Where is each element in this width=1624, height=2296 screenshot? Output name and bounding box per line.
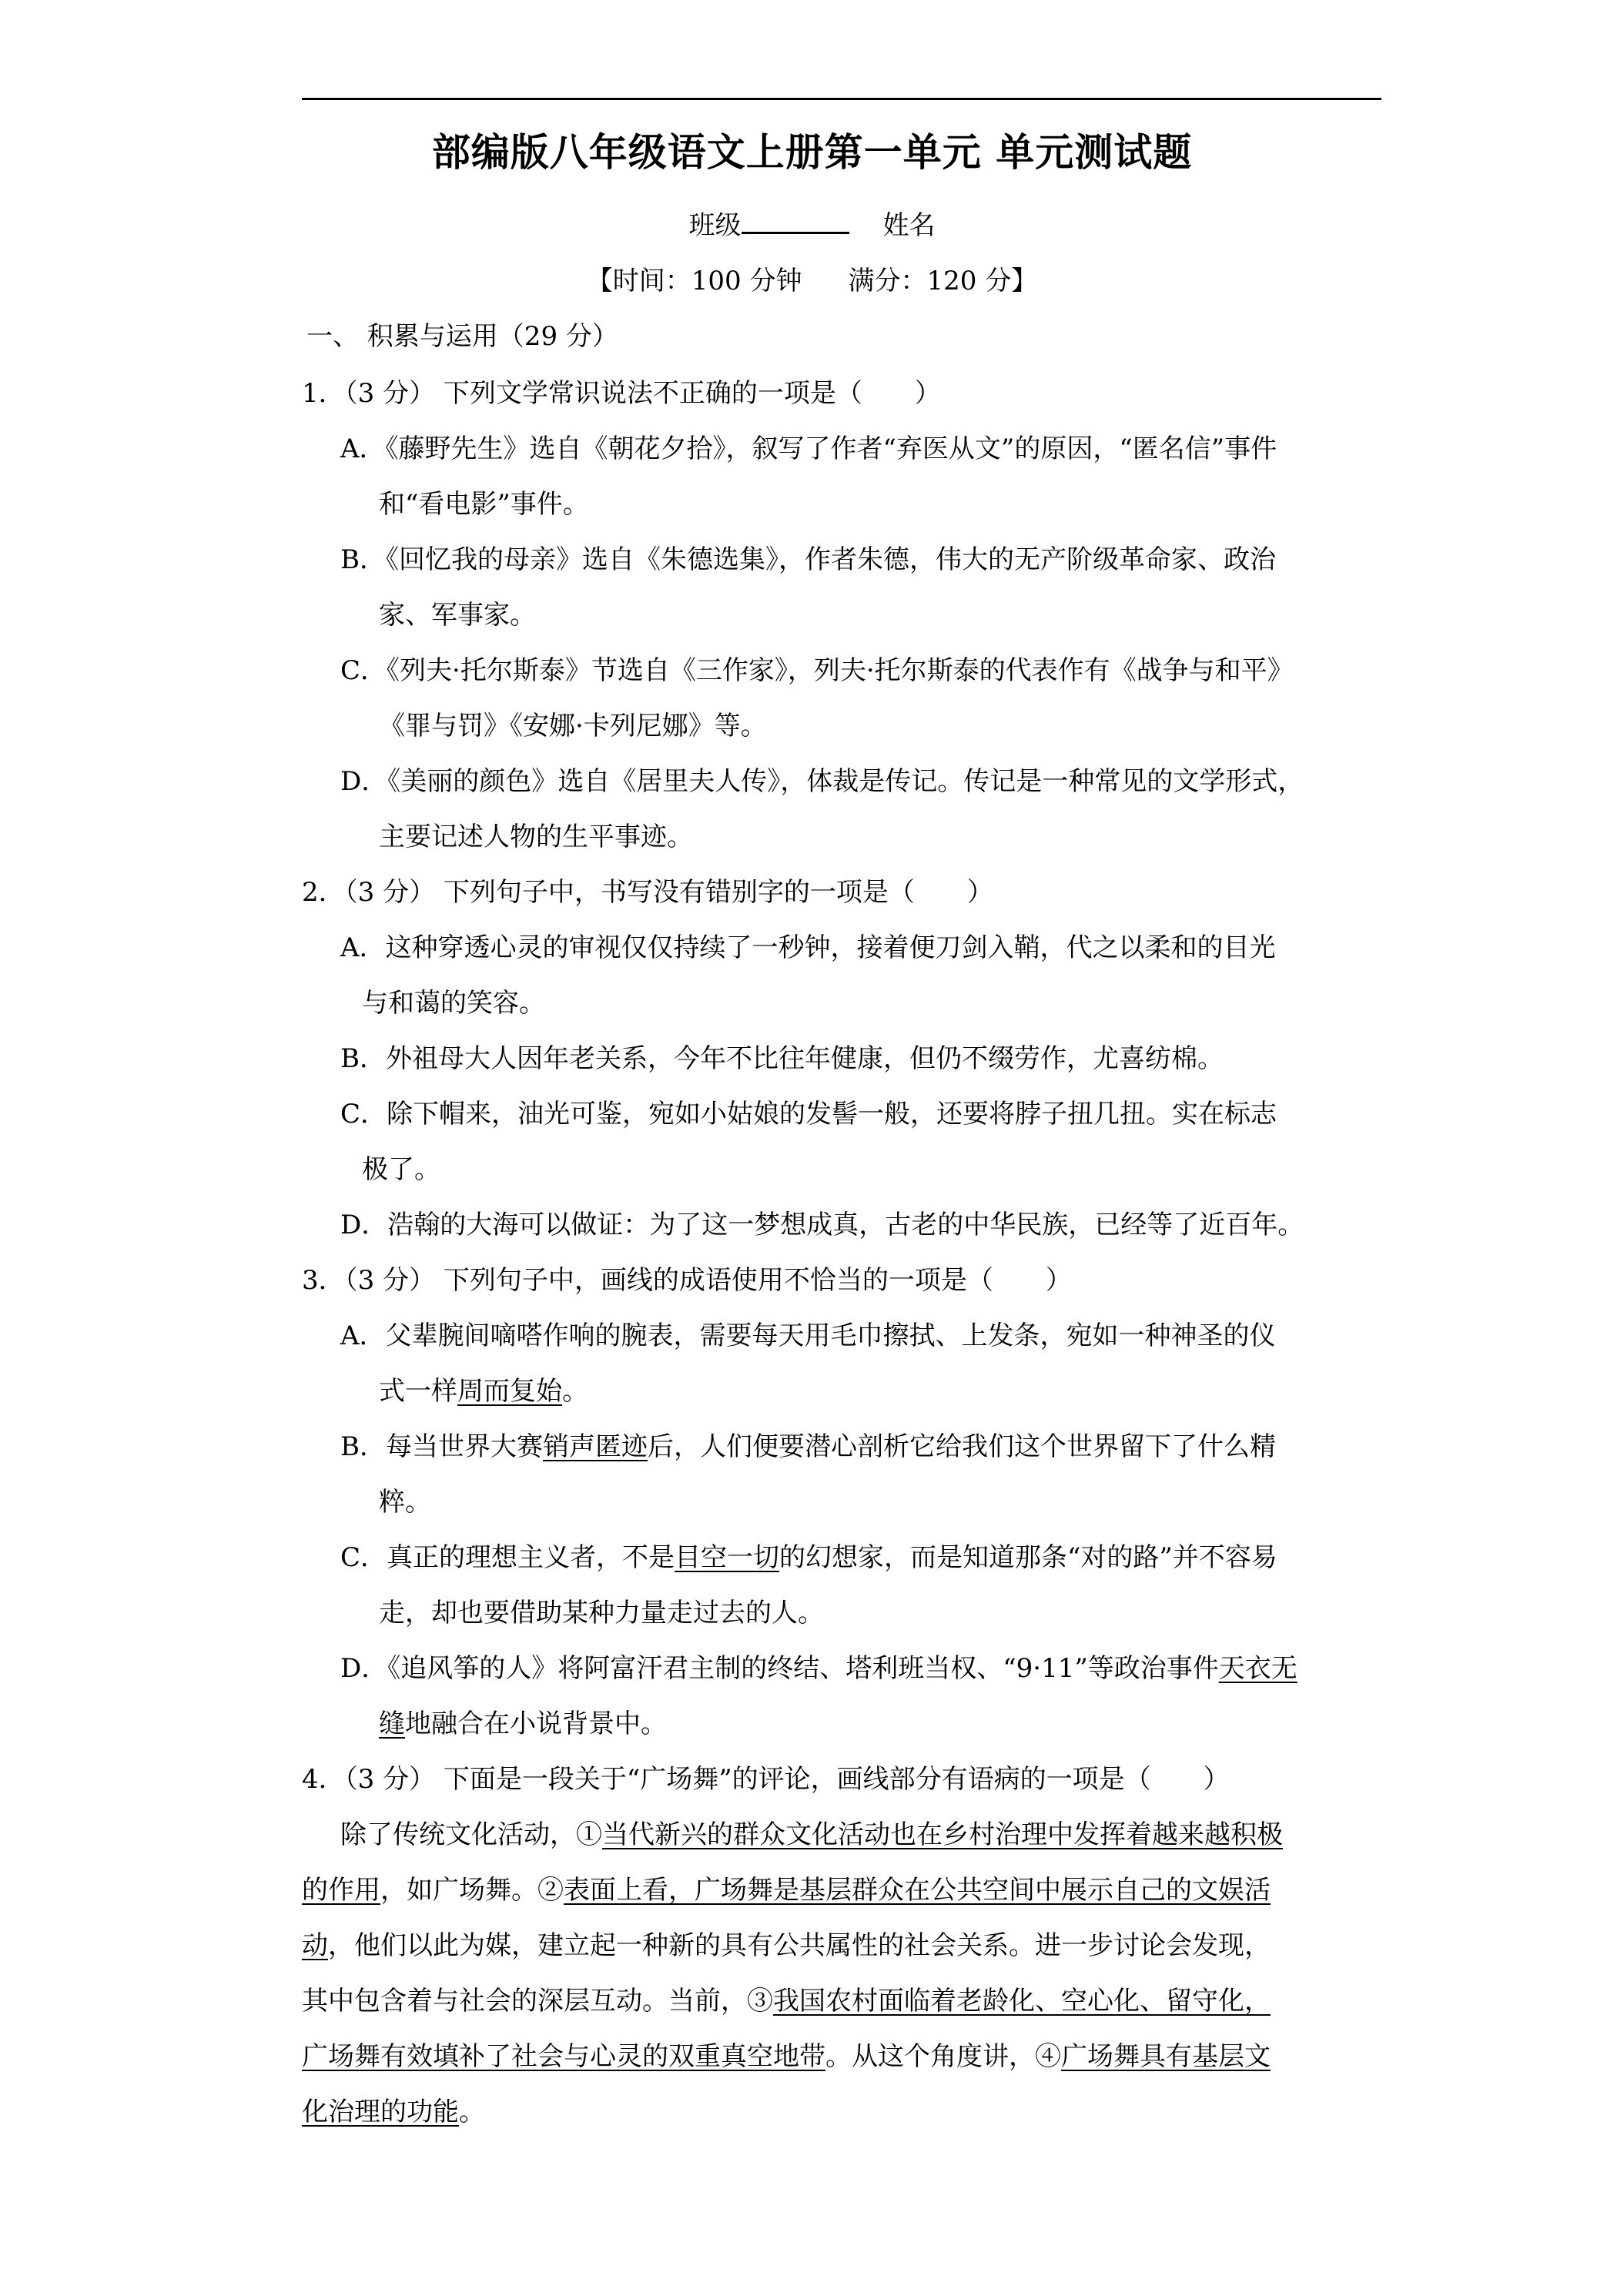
q1-option-d: D．《美丽的颜色》选自《居里夫人传》，体裁是传记。传记是一种常见的文学形式， (340, 766, 1304, 797)
q4-stem: 4．（3 分） 下面是一段关于“广场舞”的评论，画线部分有语病的一项是（ ） (302, 1764, 1230, 1795)
q2-stem: 2．（3 分） 下列句子中，书写没有错别字的一项是（ ） (302, 877, 993, 908)
q1-stem: 1．（3 分） 下列文学常识说法不正确的一项是（ ） (302, 378, 941, 409)
q3-option-b-cont: 粹。 (379, 1487, 431, 1518)
q4-passage-line-5 (302, 2037, 1271, 2076)
q3-option-d-cont (379, 1705, 667, 1743)
class-blank[interactable] (742, 209, 849, 234)
text-segment: ，他们以此为媒，建立起一种新的具有公共属性的社会关系。进一步讨论会发现， (328, 1930, 1271, 1961)
underlined-segment-3: 广场舞有效填补了社会与心灵的双重真空地带 (302, 2041, 825, 2072)
underlined-idiom: 周而复始 (457, 1376, 562, 1407)
q1-option-b: B．《回忆我的母亲》选自《朱德选集》，作者朱德，伟大的无产阶级革命家、政治 (340, 544, 1276, 575)
q1-option-a-cont: 和“看电影”事件。 (379, 489, 589, 520)
text-segment: 。 (459, 2097, 485, 2127)
underlined-idiom: 缝 (379, 1709, 405, 1739)
q4-passage-line-6 (302, 2093, 485, 2131)
underlined-idiom: 销声匿迹 (543, 1431, 648, 1462)
underlined-segment-4: 化治理的功能 (302, 2097, 459, 2127)
q3-option-a: A．父辈腕间嘀嗒作响的腕表，需要每天用毛巾擦拭、上发条，宛如一种神圣的仪 (340, 1320, 1276, 1351)
q4-passage-line-2 (302, 1871, 1271, 1909)
text-segment: B．每当世界大赛 (340, 1431, 543, 1462)
underlined-idiom: 目空一切 (675, 1542, 780, 1573)
q3-option-a-cont (379, 1372, 588, 1411)
text-segment: 后，人们便要潜心剖析它给我们这个世界留下了什么精 (648, 1431, 1276, 1462)
underlined-segment-2: 表面上看，广场舞是基层群众在公共空间中展示自己的文娱活 (564, 1875, 1271, 1906)
time-info: 【时间：100 分钟 (586, 266, 802, 296)
q2-option-d: D．浩翰的大海可以做证：为了这一梦想成真，古老的中华民族，已经等了近百年。 (340, 1210, 1304, 1240)
q4-passage-line-4 (302, 1982, 1271, 2020)
text-segment: 其中包含着与社会的深层互动。当前，③ (302, 1986, 773, 2017)
q3-option-d (340, 1649, 1298, 1688)
q2-option-a: A．这种穿透心灵的审视仅仅持续了一秒钟，接着便刀剑入鞘，代之以柔和的目光 (340, 932, 1276, 963)
q2-option-b: B．外祖母大人因年老关系，今年不比往年健康，但仍不缀劳作，尤喜纺棉。 (340, 1043, 1224, 1074)
q2-option-c-cont: 极了。 (362, 1154, 440, 1185)
underlined-segment-4: 广场舞具有基层文 (1061, 2041, 1271, 2072)
text-segment: 的幻想家，而是知道那条“对的路”并不容易 (779, 1542, 1277, 1573)
underlined-idiom: 天衣无 (1218, 1653, 1298, 1684)
q1-option-c-cont: 《罪与罚》《安娜·卡列尼娜》等。 (379, 711, 767, 741)
underlined-segment-3: 我国农村面临着老龄化、空心化、留守化， (773, 1986, 1271, 2017)
student-info-line (0, 206, 1624, 245)
text-segment: 除了传统文化活动，① (340, 1819, 602, 1850)
text-segment: 。 (562, 1376, 588, 1407)
q3-option-b (340, 1427, 1276, 1466)
page-title: 部编版八年级语文上册第一单元 单元测试题 (431, 130, 1193, 175)
text-segment: 。从这个角度讲，④ (825, 2041, 1061, 2072)
q1-option-c: C．《列夫·托尔斯泰》节选自《三作家》，列夫·托尔斯泰的代表作有《战争与和平》 (340, 655, 1294, 686)
text-segment: C．真正的理想主义者，不是 (340, 1542, 675, 1573)
q1-option-d-cont: 主要记述人物的生平事迹。 (379, 822, 693, 852)
q3-option-c (340, 1538, 1277, 1577)
q1-option-b-cont: 家、军事家。 (379, 600, 536, 631)
q4-passage-line-1 (340, 1816, 1283, 1854)
q2-option-c: C．除下帽来，油光可鉴，宛如小姑娘的发髻一般，还要将脖子扭几扭。实在标志 (340, 1099, 1277, 1130)
section-heading: 一、 积累与运用（29 分） (306, 321, 618, 352)
q3-stem: 3．（3 分） 下列句子中，画线的成语使用不恰当的一项是（ ） (302, 1265, 1072, 1296)
text-segment: ，如广场舞。② (380, 1875, 564, 1906)
q3-option-c-cont: 走，却也要借助某种力量走过去的人。 (379, 1598, 824, 1628)
q4-passage-line-3 (302, 1926, 1271, 1965)
text-segment: 式一样 (379, 1376, 457, 1407)
underlined-segment-2: 动 (302, 1930, 328, 1961)
q1-option-a: A．《藤野先生》选自《朝花夕拾》，叙写了作者“弃医从文”的原因，“匿名信”事件 (340, 433, 1277, 464)
text-segment: D．《追风筝的人》将阿富汗君主制的终结、塔利班当权、“9·11”等政治事件 (340, 1653, 1219, 1684)
class-label: 班级 (688, 210, 742, 241)
exam-meta-line (0, 262, 1624, 300)
underlined-segment-1: 的作用 (302, 1875, 380, 1906)
q2-option-a-cont: 与和蔼的笑容。 (362, 988, 545, 1019)
underlined-segment-1: 当代新兴的群众文化活动也在乡村治理中发挥着越来越积极 (602, 1819, 1283, 1850)
score-info: 满分：120 分】 (848, 266, 1038, 296)
text-segment: 地融合在小说背景中。 (405, 1709, 667, 1739)
top-rule (302, 98, 1381, 100)
name-label: 姓名 (882, 210, 936, 241)
